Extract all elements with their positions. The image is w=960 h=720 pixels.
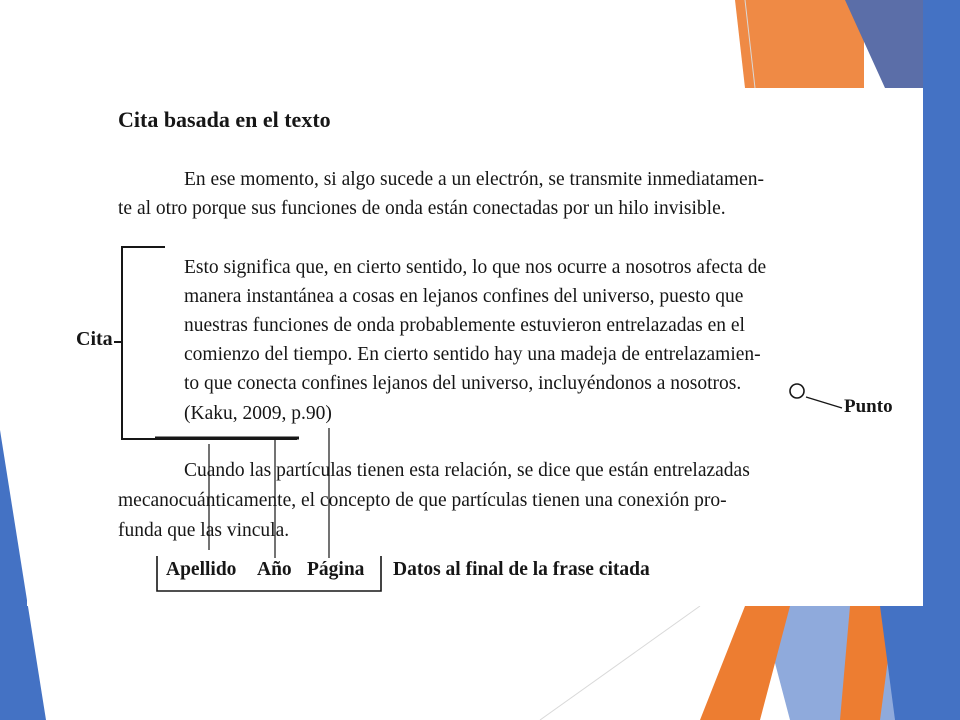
quote-line-2: manera instantánea a cosas en lejanos confines del universo, puesto que (184, 286, 744, 307)
quote-line-5: to que conecta confines lejanos del universo, incluyéndonos a nosotros. (184, 373, 742, 394)
right-orange-shape-top (735, 0, 864, 88)
after-line-2: mecanocuánticamente, el concepto de que partículas tienen una conexión pro- (118, 490, 727, 511)
after-line-3: funda que las vincula. (118, 520, 290, 541)
punto-circle (790, 384, 804, 398)
intro-line-1: En ese momento, si algo sucede a un electrón, se transmite inmediatamen- (184, 169, 764, 190)
quote-line-1: Esto significa que, en cierto sentido, lo que nos ocurre a nosotros afecta de (184, 257, 767, 278)
right-blue-strip (923, 0, 960, 720)
intro-line-2: te al otro porque sus funciones de onda están conectadas por un hilo invisible. (118, 198, 726, 219)
label-pagina: Página (307, 559, 365, 580)
label-cita: Cita (76, 328, 113, 350)
quote-line-3: nuestras funciones de onda probablemente estuvieron entrelazadas en el (184, 315, 745, 336)
citation-reference: (Kaku, 2009, p.90) (184, 403, 332, 424)
label-apellido: Apellido (166, 559, 237, 580)
label-anio: Año (257, 559, 292, 580)
document-title: Cita basada en el texto (118, 107, 331, 132)
quote-line-4: comienzo del tiempo. En cierto sentido hay una madeja de entrelazamien- (184, 344, 761, 365)
punto-pointer (806, 397, 842, 408)
label-punto: Punto (844, 396, 893, 417)
bottom-accent-line (540, 606, 700, 720)
label-datos: Datos al final de la frase citada (393, 559, 650, 580)
document-image (27, 88, 923, 606)
after-line-1: Cuando las partículas tienen esta relación, se dice que están entrelazadas (184, 460, 750, 481)
